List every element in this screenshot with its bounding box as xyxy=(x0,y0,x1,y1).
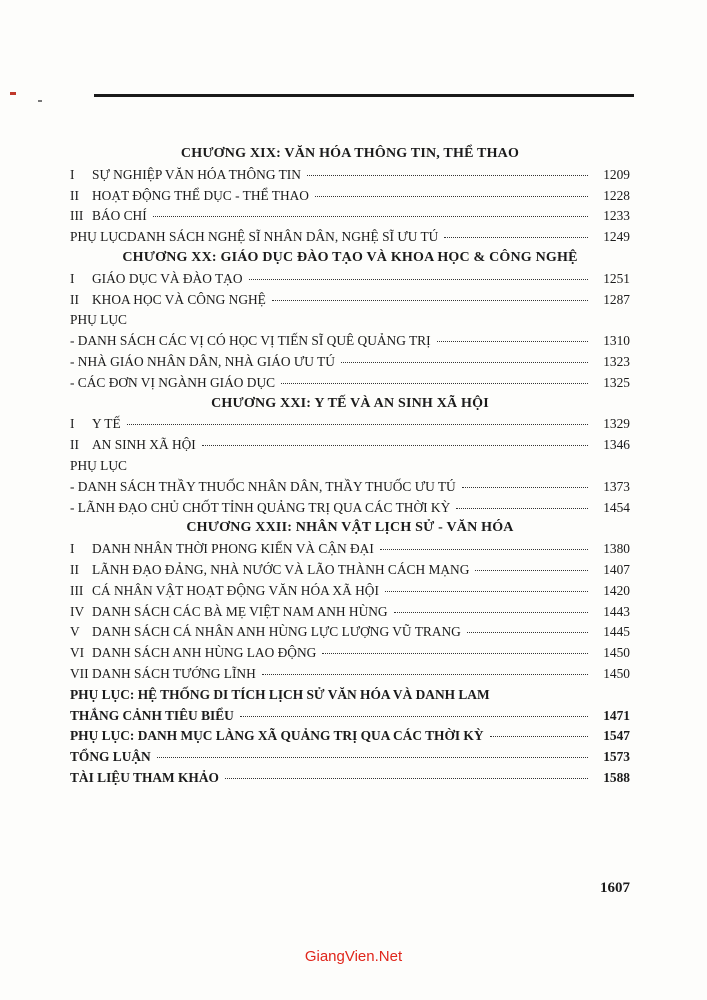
entry-title: Y TẾ xyxy=(92,416,121,432)
toc-entry xyxy=(70,206,630,227)
toc-entry xyxy=(70,664,630,685)
toc-entry xyxy=(70,706,630,727)
toc-entry xyxy=(70,435,630,456)
toc-entry xyxy=(70,643,630,664)
dot-leader xyxy=(462,477,588,488)
entry-page-number: 1443 xyxy=(603,603,630,619)
entry-page-number: 1329 xyxy=(603,416,630,432)
watermark-link[interactable]: GiangVien.Net xyxy=(304,948,403,965)
dot-leader xyxy=(307,165,588,176)
entry-title: THẮNG CẢNH TIÊU BIỂU xyxy=(70,707,234,723)
scan-mark xyxy=(10,92,16,95)
toc-entry xyxy=(70,373,630,394)
entry-page-number: 1380 xyxy=(603,541,630,557)
entry-title: TỔNG LUẬN xyxy=(70,749,151,765)
toc-entry xyxy=(70,352,630,373)
chapter-heading: CHƯƠNG XX: GIÁO DỤC ĐÀO TẠO VÀ KHOA HỌC & CÔNG NGHỆ xyxy=(122,249,578,265)
entry-title: KHOA HỌC VÀ CÔNG NGHỆ xyxy=(92,291,266,307)
entry-title: - LÃNH ĐẠO CHỦ CHỐT TỈNH QUẢNG TRỊ QUA CÁC THỜI KỲ xyxy=(70,499,451,515)
entry-page-number: 1323 xyxy=(603,353,630,369)
entry-page-number: 1454 xyxy=(603,499,630,515)
toc-entry xyxy=(70,747,630,768)
entry-title: DANH SÁCH CÁ NHÂN ANH HÙNG LỰC LƯỢNG VŨ TRANG xyxy=(92,624,461,640)
toc-entry xyxy=(70,477,630,498)
entry-title: LÃNH ĐẠO ĐẢNG, NHÀ NƯỚC VÀ LÃO THÀNH CÁCH MẠNG xyxy=(92,561,470,577)
dot-leader xyxy=(467,622,588,633)
entry-title: TÀI LIỆU THAM KHẢO xyxy=(70,769,219,785)
entry-number: III xyxy=(70,208,84,224)
entry-number: II xyxy=(70,437,79,453)
entry-title: - NHÀ GIÁO NHÂN DÂN, NHÀ GIÁO ƯU TÚ xyxy=(70,353,335,369)
dot-leader xyxy=(490,726,588,737)
entry-title: DANH SÁCH NGHỆ SĨ NHÂN DÂN, NGHỆ SĨ ƯU TÚ xyxy=(126,229,439,245)
entry-number: V xyxy=(70,624,80,640)
entry-number: II xyxy=(70,291,79,307)
entry-title: - DANH SÁCH CÁC VỊ CÓ HỌC VỊ TIẾN SĨ QUÊ QUẢNG TRỊ xyxy=(70,333,431,349)
dot-leader xyxy=(475,560,588,571)
dot-leader xyxy=(444,227,588,238)
chapter-heading: CHƯƠNG XIX: VĂN HÓA THÔNG TIN, THỂ THAO xyxy=(180,146,520,161)
dot-leader xyxy=(380,539,588,550)
table-of-contents xyxy=(70,144,630,789)
entry-page-number: 1209 xyxy=(603,166,630,182)
entry-title: PHỤ LỤC: DANH MỤC LÀNG XÃ QUẢNG TRỊ QUA CÁC THỜI KỲ xyxy=(70,728,484,744)
entry-title: HOẠT ĐỘNG THỂ DỤC - THỂ THAO xyxy=(92,187,309,203)
page-number: 1607 xyxy=(600,880,630,896)
entry-page-number: 1450 xyxy=(603,645,630,661)
dot-leader xyxy=(322,643,588,654)
entry-title: - DANH SÁCH THẦY THUỐC NHÂN DÂN, THẦY THUỐC ƯU TÚ xyxy=(70,478,456,494)
entry-page-number: 1228 xyxy=(603,187,630,203)
dot-leader xyxy=(385,581,588,592)
dot-leader xyxy=(157,747,588,758)
dot-leader xyxy=(456,498,588,509)
toc-entry xyxy=(70,414,630,435)
entry-title: BÁO CHÍ xyxy=(92,208,147,224)
toc-entry xyxy=(70,581,630,602)
entry-title: - CÁC ĐƠN VỊ NGÀNH GIÁO DỤC xyxy=(70,374,276,390)
toc-entry xyxy=(70,560,630,581)
appendix-label: PHỤ LỤC: HỆ THỐNG DI TÍCH LỊCH SỬ VĂN HÓA VÀ DANH LAM xyxy=(70,686,490,702)
entry-title: DANH SÁCH ANH HÙNG LAO ĐỘNG xyxy=(92,645,317,661)
entry-page-number: 1547 xyxy=(603,728,630,744)
dot-leader xyxy=(394,602,588,613)
entry-number: II xyxy=(70,561,79,577)
toc-entry xyxy=(70,290,630,311)
entry-page-number: 1346 xyxy=(603,437,630,453)
dot-leader xyxy=(437,331,588,342)
dot-leader xyxy=(225,768,588,779)
entry-title: CÁ NHÂN VẬT HOẠT ĐỘNG VĂN HÓA XÃ HỘI xyxy=(92,582,379,598)
entry-page-number: 1251 xyxy=(603,270,630,286)
toc-entry xyxy=(70,622,630,643)
entry-page-number: 1310 xyxy=(603,333,630,349)
entry-number: IV xyxy=(70,603,85,619)
entry-page-number: 1420 xyxy=(603,582,630,598)
entry-title: SỰ NGHIỆP VĂN HÓA THÔNG TIN xyxy=(92,166,301,182)
entry-number: III xyxy=(70,582,84,598)
toc-entry xyxy=(70,165,630,186)
toc-entry xyxy=(70,726,630,747)
entry-page-number: 1233 xyxy=(603,208,630,224)
entry-number: II xyxy=(70,187,79,203)
entry-title: DANH SÁCH CÁC BÀ MẸ VIỆT NAM ANH HÙNG xyxy=(92,603,388,619)
entry-page-number: 1373 xyxy=(603,478,630,494)
entry-number: I xyxy=(70,166,75,182)
entry-number: I xyxy=(70,270,75,286)
chapter-heading: CHƯƠNG XXII: NHÂN VẬT LỊCH SỬ - VĂN HÓA xyxy=(186,520,514,536)
entry-title: GIÁO DỤC VÀ ĐÀO TẠO xyxy=(92,270,243,286)
scan-speck xyxy=(38,100,42,102)
chapter-heading: CHƯƠNG XXI: Y TẾ VÀ AN SINH XÃ HỘI xyxy=(211,395,489,411)
toc-entry xyxy=(70,186,630,207)
entry-page-number: 1471 xyxy=(603,707,630,723)
toc-entry xyxy=(70,539,630,560)
toc-entry xyxy=(70,498,630,519)
entry-page-number: 1287 xyxy=(603,291,630,307)
entry-title: AN SINH XÃ HỘI xyxy=(92,437,196,453)
entry-title: DANH NHÂN THỜI PHONG KIẾN VÀ CẬN ĐẠI xyxy=(92,541,374,557)
toc-entry xyxy=(70,227,630,248)
entry-title: DANH SÁCH TƯỚNG LĨNH xyxy=(92,665,256,681)
appendix-label: PHỤ LỤC xyxy=(70,312,127,328)
entry-number: I xyxy=(70,541,75,557)
entry-page-number: 1588 xyxy=(603,769,630,785)
top-rule xyxy=(94,94,634,97)
dot-leader xyxy=(202,435,588,446)
entry-number: VI xyxy=(70,645,85,661)
entry-page-number: 1450 xyxy=(603,665,630,681)
dot-leader xyxy=(249,269,588,280)
dot-leader xyxy=(153,206,588,217)
entry-number: VII xyxy=(70,665,89,681)
entry-page-number: 1325 xyxy=(603,374,630,390)
dot-leader xyxy=(262,664,588,675)
dot-leader xyxy=(341,352,588,363)
toc-entry xyxy=(70,768,630,789)
toc-entry xyxy=(70,269,630,290)
entry-number: I xyxy=(70,416,75,432)
entry-page-number: 1445 xyxy=(603,624,630,640)
toc-entry xyxy=(70,602,630,623)
entry-number: PHỤ LỤC xyxy=(70,229,127,245)
appendix-label: PHỤ LỤC xyxy=(70,457,127,473)
dot-leader xyxy=(272,290,588,301)
dot-leader xyxy=(240,706,588,717)
entry-page-number: 1249 xyxy=(603,229,630,245)
entry-page-number: 1407 xyxy=(603,561,630,577)
dot-leader xyxy=(315,186,588,197)
entry-page-number: 1573 xyxy=(603,749,630,765)
toc-entry xyxy=(70,331,630,352)
dot-leader xyxy=(127,414,588,425)
dot-leader xyxy=(281,373,588,384)
